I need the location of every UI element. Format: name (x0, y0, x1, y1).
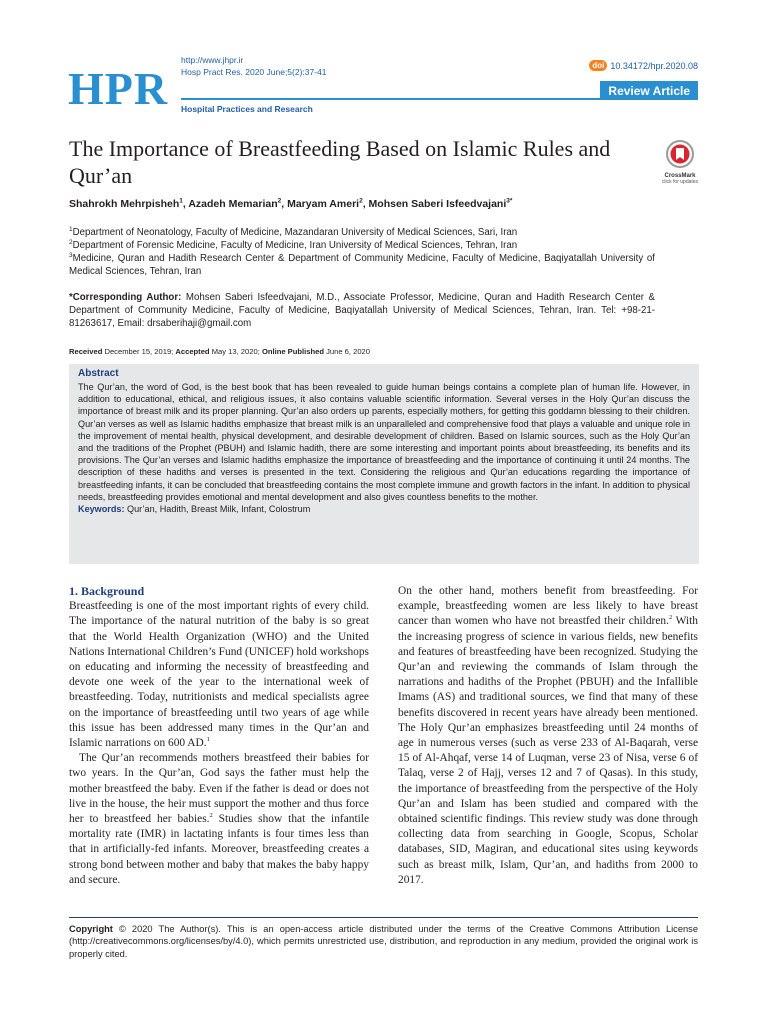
article-title: The Importance of Breastfeeding Based on Islamic Rules and Qur’an (69, 136, 611, 188)
copyright-text: © 2020 The Author(s). This is an open-access article distributed under the terms of the Creative Commons Attribution License (http://creativecommons.org/licenses/by/4.0), which permits unrestricted use, distribution, and reproduction in any medium, provided the original work is properly cited. (69, 924, 698, 959)
author-name: Maryam Ameri (287, 198, 360, 210)
author-sup: 3* (506, 197, 513, 205)
author-sup: 2 (359, 197, 363, 205)
journal-meta (181, 55, 327, 78)
keywords-label: Keywords: (78, 504, 125, 515)
affiliation: $^1$Department of Neonatology, Faculty of Medicine, Mazandaran University of Medical Sciences, Sari, Iran (69, 225, 518, 238)
abstract-text: The Qur’an, the word of God, is the best book that has been revealed to guide human beings contains a complete plan of human life. However, in addition to educational, ethical, and religious issues, it also contains valuable scientific information. Several verses in the Holy Qur’an discuss the importance of breast milk and its proper planning. Qur’an also orders up parents, especially mothers, for getting this goddamn blessing to their children. Qur’an verses as well as Islamic hadiths emphasize that breast milk is an unparalleled and comprehensive food that plays a valuable and unique role in the improvement of mental health, physical development, and desirable development of children. Based on Islamic sources, such as the Holy Qur’an and the traditions of the Prophet (PBUH) and Islamic hadith, there are some interesting and important points about breastfeeding, its benefits and its provisions. The Qur’an verses and Islamic hadiths emphasize the importance of breastfeeding and the importance of continuing it until 24 months. The description of these hadiths and verses is presented in the text. Considering the religious and Qur’an educations regarding the importance of breastfeeding infants, it can be concluded that breastfeeding contains the most complete immune and growth factors in the infant. In addition to physical needs, breastfeeding provides emotional and mental development and also gives countless benefits to the mother. (78, 382, 690, 502)
corresponding-author (69, 291, 655, 330)
author-name: Shahrokh Mehrpisheh (69, 198, 180, 210)
author-name: Mohsen Saberi Isfeedvajani (368, 198, 507, 210)
corresponding-text: Mohsen Saberi Isfeedvajani, M.D., Associate Professor, Medicine, Quran and Hadith Research Center & Department of Community Medicine, Faculty of Medicine, Baqiyatallah University of Medical Sciences, Tehran, Iran. Tel: +98-21-81263617, Email: drsaberihaji@gmail.com (69, 292, 656, 329)
doi-link[interactable] (589, 60, 698, 71)
affiliation: $^2$Department of Forensic Medicine, Faculty of Medicine, Iran University of Medical Sciences, Tehran, Iran (69, 238, 518, 251)
doi-icon: doi (589, 60, 607, 71)
author-name: Azadeh Memarian (188, 198, 278, 210)
corresponding-label: *Corresponding Author: (69, 292, 182, 303)
body-column-right (398, 584, 698, 888)
section-heading: 1. Background (69, 584, 145, 598)
crossmark-sublabel: click for updates (661, 179, 699, 185)
abstract-box (69, 364, 699, 564)
journal-logo: HPR (68, 63, 169, 114)
header-rule (181, 98, 698, 100)
crossmark-icon (666, 140, 694, 168)
copyright-notice (69, 923, 698, 960)
copyright-label: Copyright (69, 924, 113, 934)
crossmark-button[interactable] (660, 140, 700, 185)
abstract-heading: Abstract (78, 368, 119, 379)
author-sup: 1 (179, 197, 183, 205)
affiliation-list (69, 226, 655, 278)
article-type-badge: Review Article (600, 81, 698, 100)
paragraph: On the other hand, mothers benefit from breastfeeding. For example, breastfeeding women are less likely to have breast cancer than women who have not breastfed their children.$^2$ With the increasing progress of science in various fields, new benefits and features of breastfeeding have been recognized. Studying the Qur’an and reviewing the commands of Islam through the narrations and hadiths of the Prophet (PBUH) and the Infallible Imams (AS) and traditional sources, we find that many of these benefits discovered in recent years have already been mentioned. The Holy Qur’an emphasizes breastfeeding until 24 months of age in numerous verses (such as verse 233 of Al-Baqarah, verse 15 of Al-Ahqaf, verse 14 of Luqman, verse 23 of Nisa, verse 6 of Talaq, verse 2 of Hajj, verses 12 and 7 of Qasas). In this study, the importance of breastfeeding from the perspective of the Holy Qur’an and Islam has been studied and compared with the obtained scientific findings. This review study was done through collecting data from searching in Google, Scopus, Scholar databases, SID, Magiran, and educational sites using keywords such as breast milk, Islam, Qur’an, and hadiths from 2000 to 2017. (398, 585, 699, 886)
paragraph: The Qur’an recommends mothers breastfeed their babies for two years. In the Qur’an, God says the father must help the mother breastfeed the baby. Even if the father is dead or does not live in the house, the heir must support the mother and thus force her to breastfeed her babies.$^2$ Studies show that the infantile mortality rate (IMR) in lactating infants is four times less than that in artificially-fed infants. Moreover, breastfeeding creates a strong bond between mother and baby that makes the baby happy and secure. (69, 752, 370, 886)
journal-name: Hospital Practices and Research (181, 104, 313, 114)
journal-url[interactable]: http://www.jhpr.ir (181, 55, 244, 65)
doi-text: 10.34172/hpr.2020.08 (610, 60, 698, 71)
crossmark-label: CrossMark (664, 173, 696, 179)
keywords (78, 503, 690, 515)
paragraph: Breastfeeding is one of the most important rights of every child. The importance of the natural nutrition of the baby is so great that the World Health Organization (WHO) and the United Nations International Children’s Fund (UNICEF) hold workshops on educating and informing the necessity of breastfeeding and devote one week of the year to the international week of breastfeeding. Today, nutritionists and medical specialists agree on the importance of breastfeeding until two years of age while this issue has been addressed many times in the Qur’an and Islamic narrations on 600 AD.$^1$ (69, 600, 369, 750)
article-dates: Received December 15, 2019; Accepted May 13, 2020; Online Published June 6, 2020 (69, 347, 370, 356)
keywords-text: Qur’an, Hadith, Breast Milk, Infant, Colostrum (124, 504, 311, 515)
affiliation: $^3$Medicine, Quran and Hadith Research Center & Department of Community Medicine, Faculty of Medicine, Baqiyatallah University of Medical Sciences, Tehran, Iran (69, 251, 655, 277)
body-column-left (69, 584, 369, 888)
author-list: Shahrokh Mehrpisheh$^1$, Azadeh Memarian$^2$, Maryam Ameri$^2$, Mohsen Saberi Isfeedvajani$^{3*}$ (69, 197, 513, 210)
journal-citation: Hosp Pract Res. 2020 June;5(2):37-41 (181, 66, 327, 77)
author-sup: 2 (277, 197, 282, 205)
footer-rule (69, 917, 698, 918)
